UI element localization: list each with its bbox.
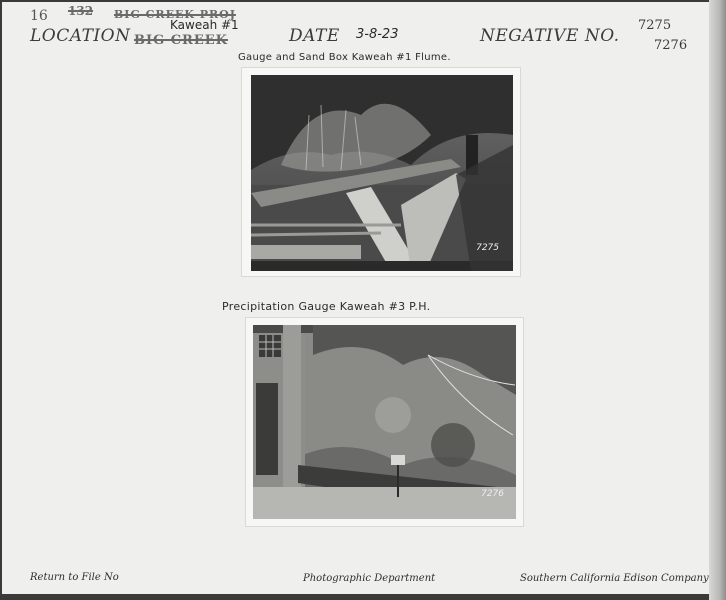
location-value: Kaweah #1 <box>170 18 239 32</box>
negative-number-2: 7276 <box>654 38 688 53</box>
photo-caption-1: Gauge and Sand Box Kaweah #1 Flume. <box>238 52 451 63</box>
photo-number-2: 7276 <box>481 489 504 499</box>
record-card <box>2 2 709 594</box>
date-value: 3-8-23 <box>356 27 399 42</box>
negative-number-1: 7275 <box>638 18 672 33</box>
photo-number-1: 7275 <box>476 243 499 253</box>
scan-edge <box>709 0 726 600</box>
date-label: DATE <box>289 26 340 46</box>
precipitation-gauge-photo <box>253 325 516 519</box>
struck-number: 132 <box>68 4 94 18</box>
negative-label: NEGATIVE NO. <box>480 26 620 46</box>
location-struck: BIG CREEK <box>134 33 228 48</box>
footer-company: Southern California Edison Company <box>520 573 709 584</box>
photo-mount-1 <box>242 68 520 276</box>
location-label: LOCATION <box>30 26 131 46</box>
flume-photo <box>251 75 513 271</box>
sheet-number: 16 <box>30 8 48 24</box>
photo-mount-2 <box>246 318 523 526</box>
footer-department: Photographic Department <box>303 573 436 584</box>
photo-caption-2: Precipitation Gauge Kaweah #3 P.H. <box>222 300 431 313</box>
footer-return-to-file: Return to File No <box>30 572 119 583</box>
struck-project: BIG CREEK PROJ <box>114 8 236 21</box>
